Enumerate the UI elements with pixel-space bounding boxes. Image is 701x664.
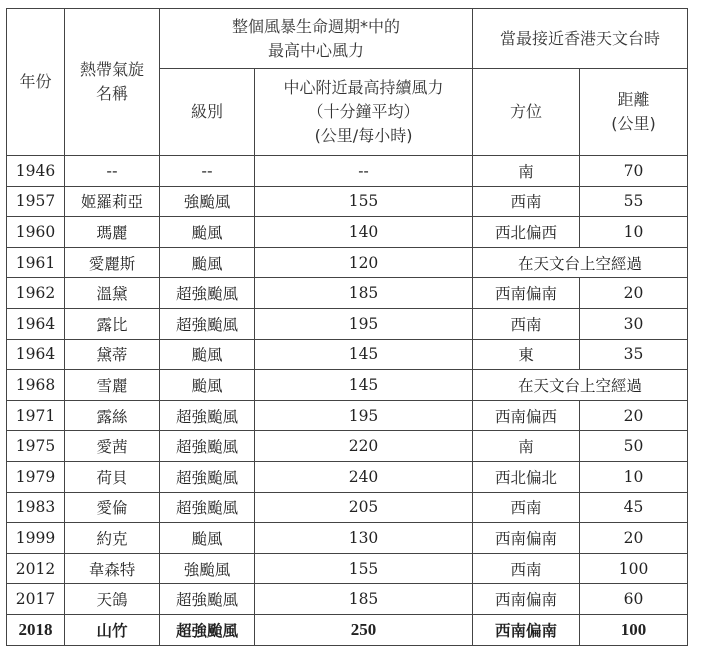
header-peak-intensity bbox=[160, 9, 473, 69]
header-max-wind bbox=[255, 69, 473, 156]
cell-grade: 超強颱風 bbox=[160, 614, 255, 645]
table-row bbox=[7, 186, 688, 217]
table-row bbox=[7, 339, 688, 370]
cell-overhead: 在天文台上空經過 bbox=[473, 247, 688, 278]
cell-year: 1983 bbox=[7, 492, 65, 523]
header-closest-approach: 當最接近香港天文台時 bbox=[473, 9, 688, 69]
cell-grade: 超強颱風 bbox=[160, 492, 255, 523]
cell-grade: 颱風 bbox=[160, 339, 255, 370]
cell-distance: 45 bbox=[580, 492, 688, 523]
cell-year: 2017 bbox=[7, 584, 65, 615]
cell-grade: 颱風 bbox=[160, 523, 255, 554]
header-grade: 級別 bbox=[160, 69, 255, 156]
cell-overhead: 在天文台上空經過 bbox=[473, 370, 688, 401]
cell-distance: 20 bbox=[580, 278, 688, 309]
header-distance-line2: (公里) bbox=[611, 114, 656, 133]
table-row bbox=[7, 278, 688, 309]
table-row bbox=[7, 247, 688, 278]
cell-wind: 120 bbox=[255, 247, 473, 278]
table-row bbox=[7, 156, 688, 187]
header-peak-line2: 最高中心風力 bbox=[268, 40, 365, 60]
cell-wind: 145 bbox=[255, 370, 473, 401]
cell-wind: 250 bbox=[255, 614, 473, 645]
table-row bbox=[7, 584, 688, 615]
cell-name: 雪麗 bbox=[65, 370, 160, 401]
cell-distance: 50 bbox=[580, 431, 688, 462]
cell-wind: 220 bbox=[255, 431, 473, 462]
cell-grade: 颱風 bbox=[160, 370, 255, 401]
cell-wind: 185 bbox=[255, 278, 473, 309]
cell-year: 1968 bbox=[7, 370, 65, 401]
table-row bbox=[7, 308, 688, 339]
header-wind-line3: (公里/每小時) bbox=[314, 126, 413, 145]
header-distance-line1: 距離 bbox=[617, 90, 650, 109]
table-row bbox=[7, 461, 688, 492]
cell-year: 1964 bbox=[7, 339, 65, 370]
cell-distance: 10 bbox=[580, 461, 688, 492]
table-row bbox=[7, 431, 688, 462]
cell-grade: 超強颱風 bbox=[160, 431, 255, 462]
header-name-line1: 熱帶氣旋 bbox=[79, 60, 144, 79]
header-wind-line1: 中心附近最高持續風力 bbox=[283, 78, 444, 97]
cell-distance: 60 bbox=[580, 584, 688, 615]
document-page bbox=[6, 8, 688, 646]
cell-distance: 10 bbox=[580, 217, 688, 248]
cell-name: 瑪麗 bbox=[65, 217, 160, 248]
cell-wind: 155 bbox=[255, 553, 473, 584]
cell-name: 溫黛 bbox=[65, 278, 160, 309]
cell-wind: 205 bbox=[255, 492, 473, 523]
table-row-highlighted bbox=[7, 614, 688, 645]
cell-grade: 超強颱風 bbox=[160, 584, 255, 615]
cell-wind: 195 bbox=[255, 400, 473, 431]
header-name bbox=[65, 9, 160, 156]
cell-wind: 240 bbox=[255, 461, 473, 492]
cell-grade: 超強颱風 bbox=[160, 461, 255, 492]
cell-name: 露絲 bbox=[65, 400, 160, 431]
cell-grade: 颱風 bbox=[160, 217, 255, 248]
cell-direction: 西南偏南 bbox=[473, 584, 580, 615]
cell-distance: 20 bbox=[580, 400, 688, 431]
cell-distance: 100 bbox=[580, 614, 688, 645]
cell-name: 愛茜 bbox=[65, 431, 160, 462]
table-row bbox=[7, 492, 688, 523]
header-wind-line2: （十分鐘平均） bbox=[307, 102, 420, 121]
table-row bbox=[7, 217, 688, 248]
header-direction: 方位 bbox=[473, 69, 580, 156]
cell-name: 露比 bbox=[65, 308, 160, 339]
cell-grade: 超強颱風 bbox=[160, 308, 255, 339]
cell-year: 1960 bbox=[7, 217, 65, 248]
cell-name: 天鴿 bbox=[65, 584, 160, 615]
table-row bbox=[7, 370, 688, 401]
cell-direction: 西南偏南 bbox=[473, 523, 580, 554]
cell-year: 1946 bbox=[7, 156, 65, 187]
cell-wind: 130 bbox=[255, 523, 473, 554]
cell-wind: 155 bbox=[255, 186, 473, 217]
cell-year: 1971 bbox=[7, 400, 65, 431]
cell-name: 韋森特 bbox=[65, 553, 160, 584]
cell-year: 1979 bbox=[7, 461, 65, 492]
header-year: 年份 bbox=[7, 9, 65, 156]
cell-direction: 西北偏西 bbox=[473, 217, 580, 248]
cell-year: 2012 bbox=[7, 553, 65, 584]
table-row bbox=[7, 400, 688, 431]
cell-direction: 西南偏西 bbox=[473, 400, 580, 431]
cell-distance: 70 bbox=[580, 156, 688, 187]
cell-direction: 南 bbox=[473, 431, 580, 462]
cell-distance: 55 bbox=[580, 186, 688, 217]
cell-wind: 185 bbox=[255, 584, 473, 615]
cell-year: 1961 bbox=[7, 247, 65, 278]
cell-name: 姬羅莉亞 bbox=[65, 186, 160, 217]
cell-wind: 195 bbox=[255, 308, 473, 339]
cell-year: 1962 bbox=[7, 278, 65, 309]
cell-name: 荷貝 bbox=[65, 461, 160, 492]
cell-grade: -- bbox=[160, 156, 255, 187]
cell-direction: 西北偏北 bbox=[473, 461, 580, 492]
cell-grade: 強颱風 bbox=[160, 553, 255, 584]
cell-distance: 20 bbox=[580, 523, 688, 554]
cell-grade: 超強颱風 bbox=[160, 400, 255, 431]
header-peak-line1: 整個風暴生命週期*中的 bbox=[232, 16, 401, 36]
cell-year: 1957 bbox=[7, 186, 65, 217]
cell-name: 愛麗斯 bbox=[65, 247, 160, 278]
cell-distance: 100 bbox=[580, 553, 688, 584]
cell-year: 1975 bbox=[7, 431, 65, 462]
cell-year: 2018 bbox=[7, 614, 65, 645]
cell-name: 黛蒂 bbox=[65, 339, 160, 370]
cell-direction: 西南 bbox=[473, 553, 580, 584]
cell-direction: 西南 bbox=[473, 186, 580, 217]
cell-distance: 35 bbox=[580, 339, 688, 370]
cell-wind: 140 bbox=[255, 217, 473, 248]
header-distance bbox=[580, 69, 688, 156]
cell-year: 1964 bbox=[7, 308, 65, 339]
header-name-line2: 名稱 bbox=[95, 84, 128, 103]
cell-grade: 颱風 bbox=[160, 247, 255, 278]
cell-name: -- bbox=[65, 156, 160, 187]
cell-name: 約克 bbox=[65, 523, 160, 554]
cell-direction: 西南偏南 bbox=[473, 278, 580, 309]
header-row-1 bbox=[7, 9, 688, 69]
cell-distance: 30 bbox=[580, 308, 688, 339]
cell-direction: 西南偏南 bbox=[473, 614, 580, 645]
cell-name: 愛倫 bbox=[65, 492, 160, 523]
table-row bbox=[7, 553, 688, 584]
cell-wind: -- bbox=[255, 156, 473, 187]
typhoon-table bbox=[6, 8, 688, 646]
cell-wind: 145 bbox=[255, 339, 473, 370]
cell-grade: 強颱風 bbox=[160, 186, 255, 217]
cell-name: 山竹 bbox=[65, 614, 160, 645]
table-row bbox=[7, 523, 688, 554]
cell-direction: 西南 bbox=[473, 492, 580, 523]
cell-direction: 南 bbox=[473, 156, 580, 187]
cell-direction: 東 bbox=[473, 339, 580, 370]
cell-direction: 西南 bbox=[473, 308, 580, 339]
cell-grade: 超強颱風 bbox=[160, 278, 255, 309]
cell-year: 1999 bbox=[7, 523, 65, 554]
